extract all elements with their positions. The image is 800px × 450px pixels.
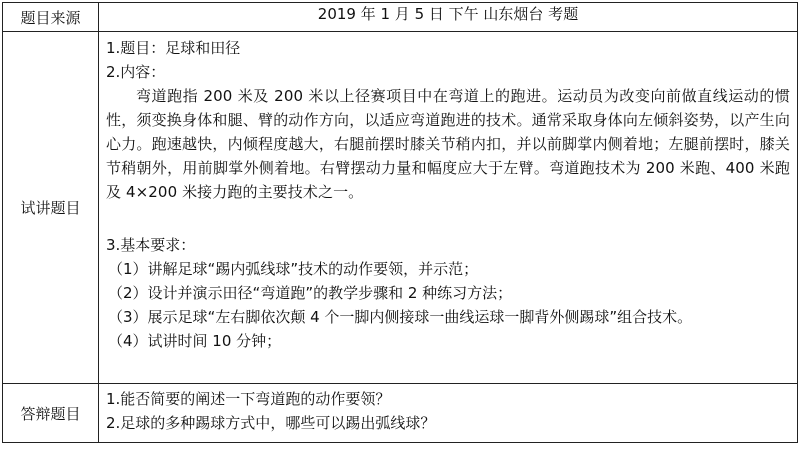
content-heading: 2.内容： [106,63,166,81]
requirement-item: （1）讲解足球“踢内弧线球”技术的动作要领，并示范； [108,260,479,278]
lecture-row [3,32,798,384]
requirement-item: （3）展示足球“左右脚依次颠 4 个一脚内侧接球一曲线运球一脚背外侧踢球”组合技术。 [108,308,693,326]
defense-question: 1.能否简要的阐述一下弯道跑的动作要领？ [106,390,391,408]
defense-cell [99,384,798,443]
requirement-item: （2）设计并演示田径“弯道跑”的教学步骤和 2 种练习方法； [108,284,513,302]
lecture-cell [99,32,798,384]
defense-row [3,384,798,443]
source-row [3,3,798,32]
requirement-item: （4）试讲时间 10 分钟； [108,332,282,350]
exam-table [2,2,798,443]
source-label: 题目来源 [3,3,99,32]
content-body: 弯道跑指 200 米及 200 米以上径赛项目中在弯道上的跑进。运动员为改变向前做直线运动的惯性，须变换身体和腿、臂的动作方向，以适应弯道跑进的技术。通常采取身体向左倾斜姿势，以产生向心力。跑速越快，内倾程度越大，右腿前摆时膝关节稍内扣，并以前脚掌内侧着地；左腿前摆时，膝关节稍朝外，用前脚掌外侧着地。右臂摆动力量和幅度应大于左臂。弯道跑技术为 200 米跑、400 米跑及 4×200 米接力跑的主要技术之一。 [106,87,790,201]
defense-label: 答辩题目 [3,384,99,443]
source-value: 2019 年 1 月 5 日 下午 山东烟台 考题 [99,3,798,32]
requirements-heading: 3.基本要求： [106,236,196,254]
defense-question: 2.足球的多种踢球方式中，哪些可以踢出弧线球？ [106,414,436,432]
lecture-topic: 1.题目：足球和田径 [106,39,241,57]
lecture-label: 试讲题目 [3,32,99,384]
